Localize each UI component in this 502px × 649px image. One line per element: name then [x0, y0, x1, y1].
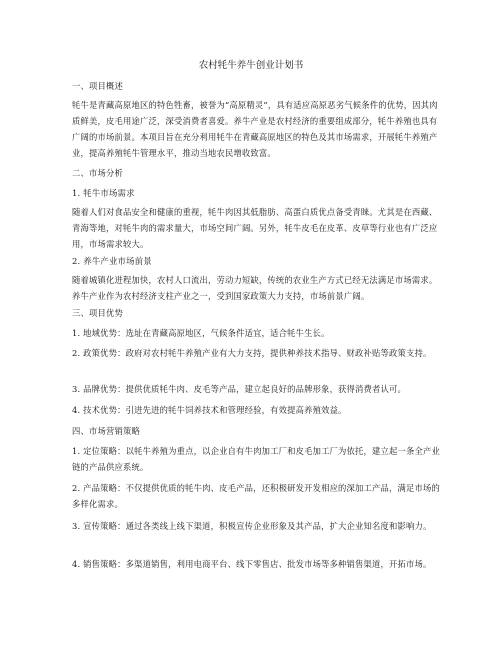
- section-heading-advantages: 三、项目优势: [72, 308, 123, 318]
- document-title: 农村牦牛养牛创业计划书: [198, 60, 304, 71]
- marketing-item-3: 3. 宣传策略：通过各类线上线下渠道，积极宣传企业形象及其产品，扩大企业知名度和影响力。: [72, 521, 432, 531]
- marketing-item-4: 4. 销售策略：多渠道销售，利用电商平台、线下零售店、批发市场等多种销售渠道，开拓市场。: [72, 559, 432, 569]
- subheading-demand: 1. 牦牛市场需求: [72, 188, 135, 198]
- marketing-item-2: 2. 产品策略：不仅提供优质的牦牛肉、皮毛产品，还积极研发开发相应的深加工产品，满足市场的多样化需求。: [72, 483, 441, 509]
- demand-paragraph: 随着人们对食品安全和健康的重视，牦牛肉因其低脂肪、高蛋白质优点备受青睐。尤其是在西藏、青海等地，对牦牛肉的需求量大，市场空间广阔。另外，牦牛皮毛在皮革、皮草等行业也有广泛应用，市场需求较大。: [72, 207, 438, 249]
- advantage-item-2: 2. 政策优势：政府对农村牦牛养殖产业有大力支持，提供种养技术指导、财政补贴等政策支持。: [72, 348, 432, 358]
- section-heading-marketing: 四、市场营销策略: [72, 426, 140, 436]
- subheading-prospect: 2. 养牛产业市场前景: [72, 256, 152, 266]
- overview-paragraph: 牦牛是青藏高原地区的特色牲畜，被誉为“高原精灵”，具有适应高原恶劣气候条件的优势，因其肉质鲜美，皮毛用途广泛，深受消费者喜爱。养牛产业是农村经济的重要组成部分，牦牛养殖也具有广阔的市场前景。本项目旨在充分利用牦牛在青藏高原地区的特色及其市场需求，开展牦牛养殖产业，提高养殖牦牛管理水平，推动当地农民增收致富。: [72, 100, 438, 158]
- marketing-item-1: 1. 定位策略：以牦牛养殖为重点，以企业自有牛肉加工厂和皮毛加工厂为依托，建立起一条全产业链的产品供应系统。: [72, 446, 441, 472]
- advantage-item-1: 1. 地域优势：选址在青藏高原地区，气候条件适宜，适合牦牛生长。: [72, 328, 330, 338]
- section-heading-market: 二、市场分析: [72, 168, 123, 178]
- prospect-paragraph: 随着城镇化进程加快，农村人口流出，劳动力短缺，传统的农业生产方式已经无法满足市场需求。养牛产业作为农村经济支柱产业之一，受到国家政策大力支持，市场前景广阔。: [72, 275, 438, 301]
- advantage-item-4: 4. 技术优势：引进先进的牦牛饲养技术和管理经验，有效提高养殖效益。: [72, 405, 347, 415]
- advantage-item-3: 3. 品牌优势：提供优质牦牛肉、皮毛等产品，建立起良好的品牌形象，获得消费者认可。: [72, 384, 407, 394]
- section-heading-overview: 一、项目概述: [72, 81, 123, 91]
